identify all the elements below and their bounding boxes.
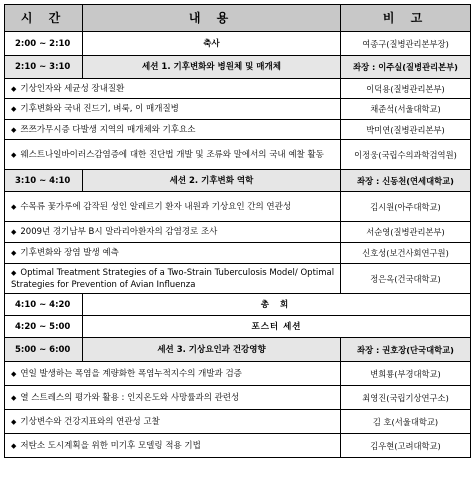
diamond-bullet-icon: ◆ bbox=[11, 228, 17, 236]
speaker-cell: 최영진(국립기상연구소) bbox=[341, 386, 471, 410]
time-cell: 5:00 ~ 6:00 bbox=[5, 338, 83, 362]
talk-content bbox=[5, 434, 341, 458]
session-row bbox=[5, 170, 471, 192]
talk-row bbox=[5, 222, 471, 243]
speaker-cell: 서순영(질병관리본부) bbox=[341, 222, 471, 243]
diamond-bullet-icon: ◆ bbox=[11, 105, 17, 113]
diamond-bullet-icon: ◆ bbox=[11, 249, 17, 257]
talk-row bbox=[5, 99, 471, 120]
talk-content bbox=[5, 79, 341, 99]
content-cell: 축사 bbox=[83, 32, 341, 56]
schedule-row bbox=[5, 32, 471, 56]
talk-row bbox=[5, 120, 471, 140]
program-table-container bbox=[4, 4, 470, 458]
session-title: 세션 3. 기상요인과 건강영향 bbox=[83, 338, 341, 362]
session-row bbox=[5, 338, 471, 362]
schedule-row bbox=[5, 316, 471, 338]
header-content: 내 용 bbox=[83, 5, 341, 32]
chair-cell: 좌장 : 권호장(단국대학교) bbox=[341, 338, 471, 362]
talk-row bbox=[5, 362, 471, 386]
diamond-bullet-icon: ◆ bbox=[11, 268, 17, 277]
talk-title: 기상변수와 건강지표와의 연관성 고찰 bbox=[20, 416, 160, 427]
schedule-row bbox=[5, 294, 471, 316]
speaker-cell: 김 호(서울대학교) bbox=[341, 410, 471, 434]
header-note: 비 고 bbox=[341, 5, 471, 32]
talk-row bbox=[5, 434, 471, 458]
speaker-cell: 김우현(고려대학교) bbox=[341, 434, 471, 458]
talk-title: 열 스트레스의 평가와 활용 : 인지온도와 사망률과의 관련성 bbox=[20, 392, 240, 403]
talk-content bbox=[5, 192, 341, 222]
talk-title: 기후변화와 장염 발생 예측 bbox=[20, 248, 119, 258]
talk-content bbox=[5, 410, 341, 434]
chair-cell: 좌장 : 신동천(연세대학교) bbox=[341, 170, 471, 192]
diamond-bullet-icon: ◆ bbox=[11, 202, 17, 211]
time-cell: 3:10 ~ 4:10 bbox=[5, 170, 83, 192]
talk-content bbox=[5, 222, 341, 243]
speaker-cell: 채준석(서울대학교) bbox=[341, 99, 471, 120]
speaker-cell: 변희룡(부경대학교) bbox=[341, 362, 471, 386]
talk-row bbox=[5, 79, 471, 99]
diamond-bullet-icon: ◆ bbox=[11, 417, 17, 426]
talk-title: 저탄소 도시계획을 위한 미기후 모델링 적용 기법 bbox=[20, 440, 201, 451]
talk-row bbox=[5, 386, 471, 410]
time-cell: 4:20 ~ 5:00 bbox=[5, 316, 83, 338]
talk-title: 웨스트나일바이러스감염증에 대한 진단법 개발 및 조류와 말에서의 국내 예찰 활동 bbox=[20, 149, 324, 160]
talk-title: 쯔쯔가무시증 다발생 지역의 매개체와 기후요소 bbox=[20, 124, 196, 135]
speaker-cell: 이덕용(질병관리본부) bbox=[341, 79, 471, 99]
talk-title: 연일 발생하는 폭염을 계량화한 폭염누적지수의 개발과 검증 bbox=[20, 368, 242, 379]
speaker-cell: 김시원(아주대학교) bbox=[341, 192, 471, 222]
session-title: 세션 1. 기후변화와 병원체 및 매개체 bbox=[83, 56, 341, 79]
talk-content bbox=[5, 120, 341, 140]
talk-content bbox=[5, 264, 341, 294]
time-cell: 2:10 ~ 3:10 bbox=[5, 56, 83, 79]
diamond-bullet-icon: ◆ bbox=[11, 125, 17, 134]
chair-cell: 좌장 : 이주실(질병관리본부) bbox=[341, 56, 471, 79]
session-title: 세션 2. 기후변화 역학 bbox=[83, 170, 341, 192]
speaker-cell: 정은옥(건국대학교) bbox=[341, 264, 471, 294]
general-assembly-cell: 총 회 bbox=[83, 294, 471, 316]
talk-content bbox=[5, 99, 341, 120]
talk-title: Optimal Treatment Strategies of a Two-Strain Tuberculosis Model/ Optimal Strategies for Prevention of Avian Influenza bbox=[11, 267, 335, 290]
diamond-bullet-icon: ◆ bbox=[11, 441, 17, 450]
speaker-cell: 이정웅(국립수의과학검역원) bbox=[341, 140, 471, 170]
talk-content bbox=[5, 140, 341, 170]
talk-row bbox=[5, 410, 471, 434]
talk-row bbox=[5, 243, 471, 264]
note-cell: 여종구(질병관리본부장) bbox=[341, 32, 471, 56]
talk-title: 수목류 꽃가루에 감작된 성인 알레르기 환자 내원과 기상요인 간의 연관성 bbox=[20, 201, 292, 212]
diamond-bullet-icon: ◆ bbox=[11, 393, 17, 402]
speaker-cell: 박미연(질병관리본부) bbox=[341, 120, 471, 140]
talk-title: 기후변화와 국내 진드기, 벼룩, 이 매개질병 bbox=[20, 104, 179, 114]
diamond-bullet-icon: ◆ bbox=[11, 84, 17, 93]
talk-content bbox=[5, 386, 341, 410]
talk-title: 기상인자와 세균성 장내질환 bbox=[20, 83, 125, 94]
diamond-bullet-icon: ◆ bbox=[11, 150, 17, 159]
talk-row bbox=[5, 192, 471, 222]
talk-content bbox=[5, 362, 341, 386]
time-cell: 4:10 ~ 4:20 bbox=[5, 294, 83, 316]
poster-session-cell: 포스터 세션 bbox=[83, 316, 471, 338]
diamond-bullet-icon: ◆ bbox=[11, 369, 17, 378]
talk-content bbox=[5, 243, 341, 264]
talk-row bbox=[5, 264, 471, 294]
session-row bbox=[5, 56, 471, 79]
speaker-cell: 신호성(보건사회연구원) bbox=[341, 243, 471, 264]
time-cell: 2:00 ~ 2:10 bbox=[5, 32, 83, 56]
talk-row bbox=[5, 140, 471, 170]
talk-title: 2009년 경기남부 B시 말라리아환자의 감염경로 조사 bbox=[20, 227, 218, 237]
program-table bbox=[4, 4, 471, 458]
header-row bbox=[5, 5, 471, 32]
header-time: 시 간 bbox=[5, 5, 83, 32]
